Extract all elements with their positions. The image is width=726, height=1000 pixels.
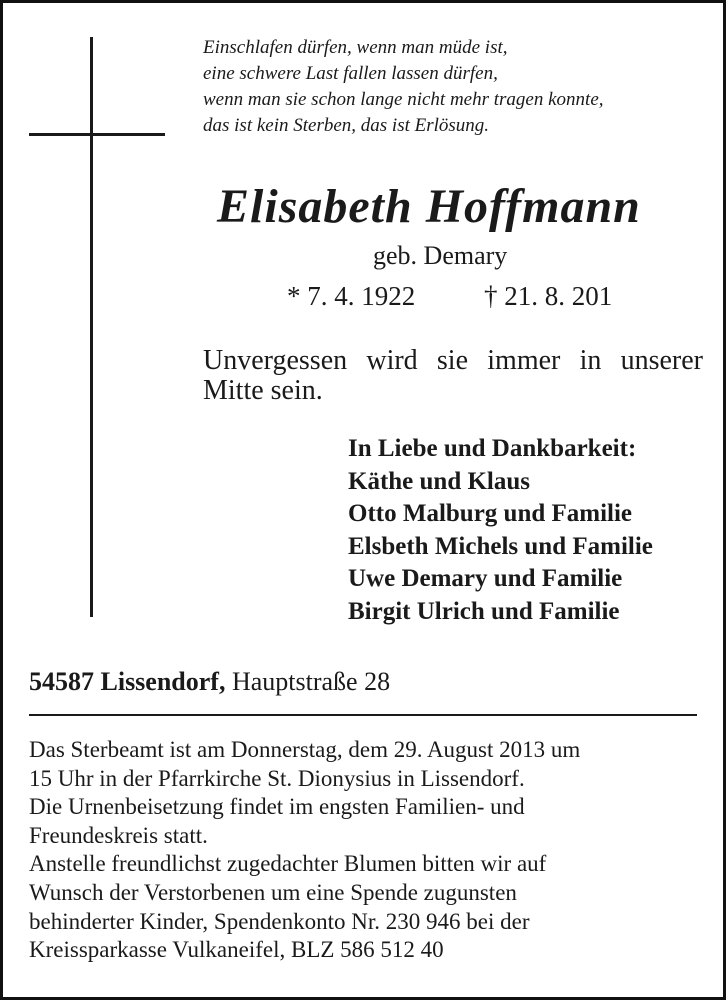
death-date: † 21. 8. 201 [484,281,613,311]
poem-line: das ist kein Sterben, das ist Erlösung. [203,115,490,136]
memorial-poem [203,35,604,139]
details-line: Wunsch der Verstorbenen um eine Spende zugunsten [29,879,517,905]
details-line: Freundeskreis statt. [29,822,208,848]
mourner-entry: Elsbeth Michels und Familie [348,532,653,560]
cross-icon-vertical-bar [90,37,93,617]
deceased-name: Elisabeth Hoffmann [217,180,641,233]
funeral-details [29,736,580,965]
mourner-entry: Uwe Demary und Familie [348,565,623,592]
address-city: 54587 Lissendorf, [29,667,226,696]
divider-line [29,714,697,716]
address-street: Hauptstraße 28 [231,667,391,696]
details-line: Das Sterbeamt ist am Donnerstag, dem 29. August 2013 um [29,737,581,762]
maiden-name: geb. Demary [373,241,508,270]
mourner-entry: Otto Malburg und Familie [348,500,633,527]
poem-line: wenn man sie schon lange nicht mehr tragen konnte, [203,89,604,110]
mourners-list [348,433,653,628]
details-line: Kreissparkasse Vulkaneifel, BLZ 586 512 40 [29,937,444,963]
poem-line: eine schwere Last fallen lassen dürfen, [203,63,498,84]
cross-icon-horizontal-bar [29,133,165,136]
memory-text: Unvergessen wird sie immer in unserer Mitte sein. [203,345,703,406]
mourner-entry: Birgit Ulrich und Familie [348,597,620,625]
details-line: behinderter Kinder, Spendenkonto Nr. 230 946 bei der [29,908,530,934]
details-line: Anstelle freundlichst zugedachter Blumen bitten wir auf [29,851,547,877]
details-line: 15 Uhr in der Pfarrkirche St. Dionysius in Lissendorf. [29,765,525,791]
details-line: Die Urnenbeisetzung findet im engsten Familien- und [29,794,525,820]
family-address [29,667,390,697]
mourner-entry: Käthe und Klaus [348,467,531,495]
poem-line: Einschlafen dürfen, wenn man müde ist, [203,37,508,58]
birth-date: * 7. 4. 1922 [287,281,416,311]
mourners-heading: In Liebe und Dankbarkeit: [348,435,637,462]
